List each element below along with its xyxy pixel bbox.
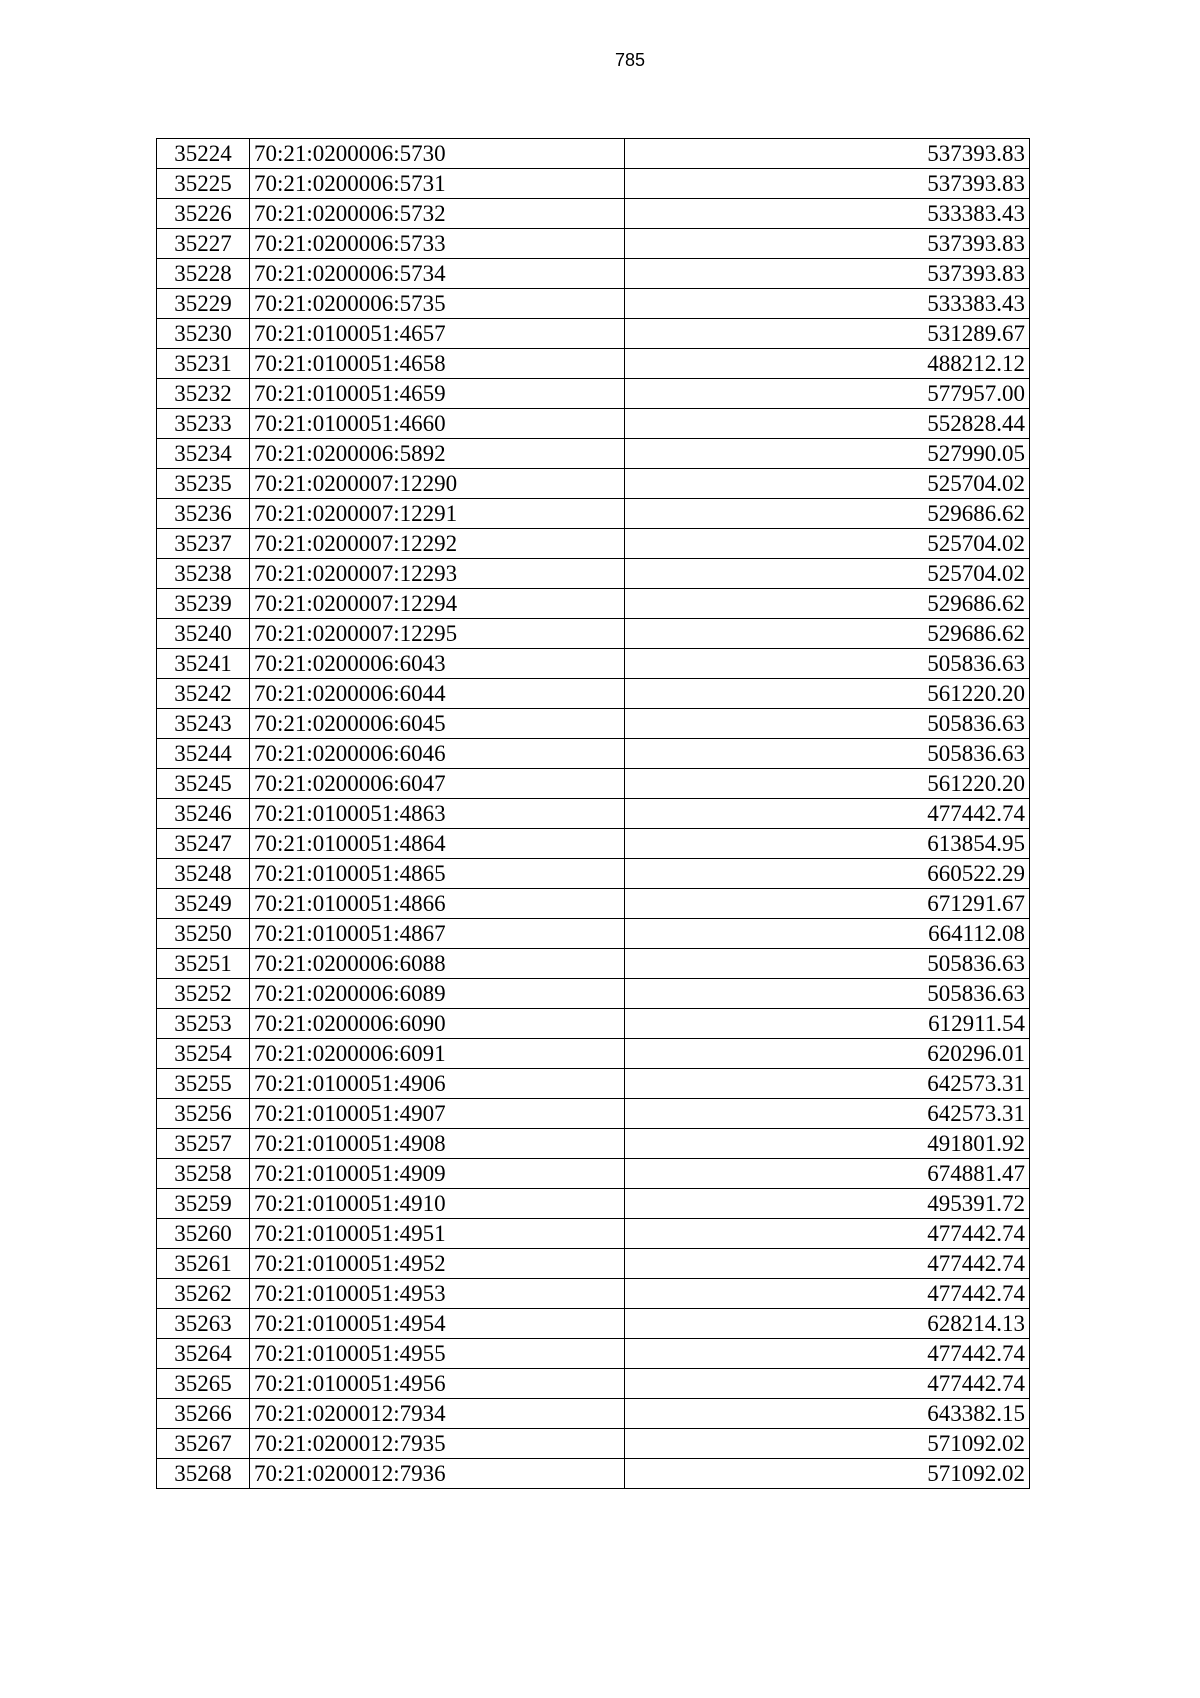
row-number-cell: 35260 xyxy=(157,1219,250,1249)
value-cell: 613854.95 xyxy=(625,829,1030,859)
row-number-cell: 35266 xyxy=(157,1399,250,1429)
value-cell: 571092.02 xyxy=(625,1459,1030,1489)
value-cell: 537393.83 xyxy=(625,169,1030,199)
table-row xyxy=(157,379,1030,409)
cadastral-number-cell: 70:21:0200006:5733 xyxy=(250,229,625,259)
cadastral-number-cell: 70:21:0100051:4660 xyxy=(250,409,625,439)
table-row xyxy=(157,979,1030,1009)
value-cell: 643382.15 xyxy=(625,1399,1030,1429)
table-row xyxy=(157,229,1030,259)
row-number-cell: 35250 xyxy=(157,919,250,949)
table-row xyxy=(157,829,1030,859)
cadastral-number-cell: 70:21:0100051:4866 xyxy=(250,889,625,919)
cadastral-number-cell: 70:21:0100051:4956 xyxy=(250,1369,625,1399)
table-row xyxy=(157,709,1030,739)
value-cell: 642573.31 xyxy=(625,1069,1030,1099)
value-cell: 561220.20 xyxy=(625,769,1030,799)
table-row xyxy=(157,919,1030,949)
cadastral-number-cell: 70:21:0100051:4658 xyxy=(250,349,625,379)
value-cell: 533383.43 xyxy=(625,289,1030,319)
cadastral-number-cell: 70:21:0200006:6091 xyxy=(250,1039,625,1069)
cadastral-number-cell: 70:21:0200007:12292 xyxy=(250,529,625,559)
cadastral-number-cell: 70:21:0100051:4953 xyxy=(250,1279,625,1309)
table-row xyxy=(157,1459,1030,1489)
row-number-cell: 35262 xyxy=(157,1279,250,1309)
value-cell: 537393.83 xyxy=(625,139,1030,169)
table-row xyxy=(157,139,1030,169)
row-number-cell: 35229 xyxy=(157,289,250,319)
row-number-cell: 35263 xyxy=(157,1309,250,1339)
value-cell: 577957.00 xyxy=(625,379,1030,409)
cadastral-number-cell: 70:21:0100051:4906 xyxy=(250,1069,625,1099)
cadastral-number-cell: 70:21:0200006:5731 xyxy=(250,169,625,199)
row-number-cell: 35239 xyxy=(157,589,250,619)
cadastral-number-cell: 70:21:0200006:5735 xyxy=(250,289,625,319)
row-number-cell: 35249 xyxy=(157,889,250,919)
cadastral-number-cell: 70:21:0100051:4951 xyxy=(250,1219,625,1249)
table-row xyxy=(157,889,1030,919)
table-row xyxy=(157,559,1030,589)
table-row xyxy=(157,589,1030,619)
table-body xyxy=(157,139,1030,1489)
table-row xyxy=(157,799,1030,829)
cadastral-number-cell: 70:21:0100051:4907 xyxy=(250,1099,625,1129)
table-row xyxy=(157,1249,1030,1279)
value-cell: 628214.13 xyxy=(625,1309,1030,1339)
row-number-cell: 35228 xyxy=(157,259,250,289)
value-cell: 527990.05 xyxy=(625,439,1030,469)
row-number-cell: 35268 xyxy=(157,1459,250,1489)
cadastral-number-cell: 70:21:0200007:12294 xyxy=(250,589,625,619)
cadastral-number-cell: 70:21:0100051:4910 xyxy=(250,1189,625,1219)
row-number-cell: 35259 xyxy=(157,1189,250,1219)
table-row xyxy=(157,289,1030,319)
cadastral-number-cell: 70:21:0100051:4952 xyxy=(250,1249,625,1279)
row-number-cell: 35244 xyxy=(157,739,250,769)
row-number-cell: 35258 xyxy=(157,1159,250,1189)
table-row xyxy=(157,1279,1030,1309)
cadastral-number-cell: 70:21:0200006:5730 xyxy=(250,139,625,169)
value-cell: 531289.67 xyxy=(625,319,1030,349)
table-row xyxy=(157,1339,1030,1369)
cadastral-number-cell: 70:21:0200012:7935 xyxy=(250,1429,625,1459)
cadastral-number-cell: 70:21:0200012:7936 xyxy=(250,1459,625,1489)
row-number-cell: 35236 xyxy=(157,499,250,529)
cadastral-number-cell: 70:21:0100051:4908 xyxy=(250,1129,625,1159)
table-row xyxy=(157,169,1030,199)
table-row xyxy=(157,319,1030,349)
table-row xyxy=(157,619,1030,649)
value-cell: 642573.31 xyxy=(625,1099,1030,1129)
cadastral-number-cell: 70:21:0100051:4909 xyxy=(250,1159,625,1189)
table-row xyxy=(157,1309,1030,1339)
cadastral-number-cell: 70:21:0200006:6043 xyxy=(250,649,625,679)
value-cell: 537393.83 xyxy=(625,229,1030,259)
row-number-cell: 35234 xyxy=(157,439,250,469)
cadastral-number-cell: 70:21:0200007:12291 xyxy=(250,499,625,529)
cadastral-number-cell: 70:21:0100051:4659 xyxy=(250,379,625,409)
row-number-cell: 35245 xyxy=(157,769,250,799)
value-cell: 571092.02 xyxy=(625,1429,1030,1459)
row-number-cell: 35233 xyxy=(157,409,250,439)
table-row xyxy=(157,739,1030,769)
table-row xyxy=(157,1069,1030,1099)
row-number-cell: 35243 xyxy=(157,709,250,739)
value-cell: 477442.74 xyxy=(625,1249,1030,1279)
value-cell: 505836.63 xyxy=(625,709,1030,739)
table-row xyxy=(157,469,1030,499)
row-number-cell: 35230 xyxy=(157,319,250,349)
cadastral-number-cell: 70:21:0100051:4865 xyxy=(250,859,625,889)
cadastral-number-cell: 70:21:0100051:4955 xyxy=(250,1339,625,1369)
value-cell: 525704.02 xyxy=(625,529,1030,559)
row-number-cell: 35255 xyxy=(157,1069,250,1099)
value-cell: 495391.72 xyxy=(625,1189,1030,1219)
table-row xyxy=(157,1159,1030,1189)
table-row xyxy=(157,439,1030,469)
value-cell: 525704.02 xyxy=(625,469,1030,499)
value-cell: 505836.63 xyxy=(625,649,1030,679)
row-number-cell: 35241 xyxy=(157,649,250,679)
cadastral-number-cell: 70:21:0100051:4863 xyxy=(250,799,625,829)
cadastral-number-cell: 70:21:0200007:12295 xyxy=(250,619,625,649)
cadastral-number-cell: 70:21:0100051:4864 xyxy=(250,829,625,859)
row-number-cell: 35264 xyxy=(157,1339,250,1369)
cadastral-number-cell: 70:21:0200006:6046 xyxy=(250,739,625,769)
cadastral-number-cell: 70:21:0200006:6044 xyxy=(250,679,625,709)
row-number-cell: 35267 xyxy=(157,1429,250,1459)
cadastral-number-cell: 70:21:0200007:12290 xyxy=(250,469,625,499)
row-number-cell: 35257 xyxy=(157,1129,250,1159)
cadastral-number-cell: 70:21:0200006:6047 xyxy=(250,769,625,799)
table-row xyxy=(157,1189,1030,1219)
page-number: 785 xyxy=(614,50,646,70)
cadastral-number-cell: 70:21:0200006:5734 xyxy=(250,259,625,289)
table-row xyxy=(157,859,1030,889)
row-number-cell: 35256 xyxy=(157,1099,250,1129)
value-cell: 525704.02 xyxy=(625,559,1030,589)
value-cell: 505836.63 xyxy=(625,979,1030,1009)
table-row xyxy=(157,1009,1030,1039)
table-row xyxy=(157,529,1030,559)
cadastral-number-cell: 70:21:0100051:4867 xyxy=(250,919,625,949)
cadastral-number-cell: 70:21:0200006:5732 xyxy=(250,199,625,229)
row-number-cell: 35227 xyxy=(157,229,250,259)
value-cell: 477442.74 xyxy=(625,1369,1030,1399)
table-row xyxy=(157,1099,1030,1129)
cadastral-number-cell: 70:21:0200006:6089 xyxy=(250,979,625,1009)
value-cell: 477442.74 xyxy=(625,1219,1030,1249)
data-table-container xyxy=(156,138,1030,1489)
row-number-cell: 35237 xyxy=(157,529,250,559)
cadastral-number-cell: 70:21:0200006:5892 xyxy=(250,439,625,469)
table-row xyxy=(157,259,1030,289)
row-number-cell: 35248 xyxy=(157,859,250,889)
table-row xyxy=(157,769,1030,799)
table-row xyxy=(157,349,1030,379)
table-row xyxy=(157,199,1030,229)
table-row xyxy=(157,1129,1030,1159)
value-cell: 477442.74 xyxy=(625,799,1030,829)
value-cell: 660522.29 xyxy=(625,859,1030,889)
table-row xyxy=(157,949,1030,979)
value-cell: 552828.44 xyxy=(625,409,1030,439)
cadastral-number-cell: 70:21:0200006:6090 xyxy=(250,1009,625,1039)
value-cell: 533383.43 xyxy=(625,199,1030,229)
row-number-cell: 35251 xyxy=(157,949,250,979)
table-row xyxy=(157,679,1030,709)
data-table xyxy=(156,138,1030,1489)
table-row xyxy=(157,1039,1030,1069)
row-number-cell: 35238 xyxy=(157,559,250,589)
table-row xyxy=(157,1369,1030,1399)
row-number-cell: 35225 xyxy=(157,169,250,199)
cadastral-number-cell: 70:21:0200006:6045 xyxy=(250,709,625,739)
row-number-cell: 35226 xyxy=(157,199,250,229)
row-number-cell: 35240 xyxy=(157,619,250,649)
value-cell: 529686.62 xyxy=(625,589,1030,619)
value-cell: 612911.54 xyxy=(625,1009,1030,1039)
table-row xyxy=(157,1429,1030,1459)
value-cell: 620296.01 xyxy=(625,1039,1030,1069)
row-number-cell: 35246 xyxy=(157,799,250,829)
value-cell: 491801.92 xyxy=(625,1129,1030,1159)
row-number-cell: 35232 xyxy=(157,379,250,409)
table-row xyxy=(157,649,1030,679)
value-cell: 529686.62 xyxy=(625,499,1030,529)
value-cell: 561220.20 xyxy=(625,679,1030,709)
row-number-cell: 35231 xyxy=(157,349,250,379)
cadastral-number-cell: 70:21:0200012:7934 xyxy=(250,1399,625,1429)
value-cell: 488212.12 xyxy=(625,349,1030,379)
value-cell: 505836.63 xyxy=(625,949,1030,979)
row-number-cell: 35242 xyxy=(157,679,250,709)
value-cell: 477442.74 xyxy=(625,1279,1030,1309)
value-cell: 674881.47 xyxy=(625,1159,1030,1189)
row-number-cell: 35252 xyxy=(157,979,250,1009)
cadastral-number-cell: 70:21:0200006:6088 xyxy=(250,949,625,979)
cadastral-number-cell: 70:21:0100051:4954 xyxy=(250,1309,625,1339)
row-number-cell: 35247 xyxy=(157,829,250,859)
table-row xyxy=(157,1219,1030,1249)
value-cell: 537393.83 xyxy=(625,259,1030,289)
value-cell: 671291.67 xyxy=(625,889,1030,919)
row-number-cell: 35235 xyxy=(157,469,250,499)
value-cell: 529686.62 xyxy=(625,619,1030,649)
row-number-cell: 35224 xyxy=(157,139,250,169)
cadastral-number-cell: 70:21:0100051:4657 xyxy=(250,319,625,349)
table-row xyxy=(157,1399,1030,1429)
row-number-cell: 35261 xyxy=(157,1249,250,1279)
value-cell: 505836.63 xyxy=(625,739,1030,769)
cadastral-number-cell: 70:21:0200007:12293 xyxy=(250,559,625,589)
row-number-cell: 35253 xyxy=(157,1009,250,1039)
table-row xyxy=(157,499,1030,529)
table-row xyxy=(157,409,1030,439)
value-cell: 664112.08 xyxy=(625,919,1030,949)
value-cell: 477442.74 xyxy=(625,1339,1030,1369)
row-number-cell: 35265 xyxy=(157,1369,250,1399)
row-number-cell: 35254 xyxy=(157,1039,250,1069)
